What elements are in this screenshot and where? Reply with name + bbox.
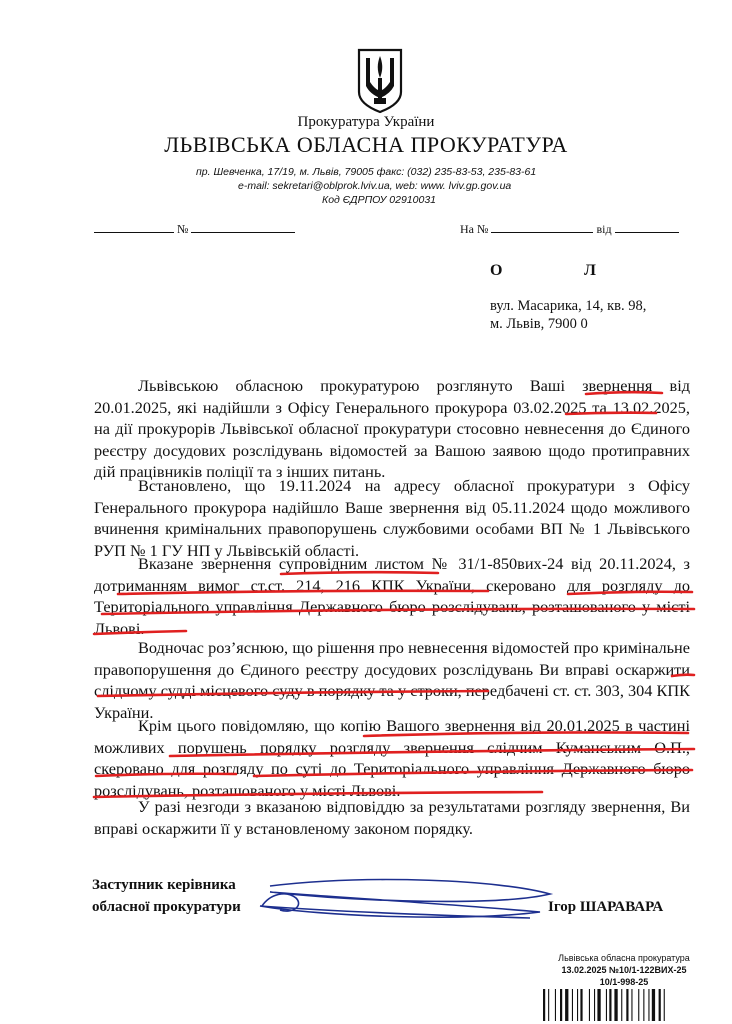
body-paragraph-1: Львівською обласною прокуратурою розглянуто Ваші звернення від 20.01.2025, які надійшли з Офісу Генерального прокурора 03.02.2025 та 13.02.2025, на дії прокурорів Львівської обласної прокуратури стосовно невнесення до Єдиного реєстру досудових розслідувань відомостей за Вашою заявою щодо протиправних дій працівників поліції та з інших питань. [94, 376, 690, 482]
registration-stamp [540, 952, 708, 988]
stamp-code: 10/1-998-25 [599, 977, 649, 987]
recipient-initial-first: О [490, 262, 503, 279]
body-paragraph-6: У разі незгоди з вказаною відповіддю за результатами розгляду звернення, Ви вправі оскаржити її у встановленому законом порядку. [94, 797, 690, 838]
address-line: пр. Шевченка, 17/19, м. Львів, 79005 факс: (032) 235-83-53, 235-83-61 [196, 166, 537, 178]
recipient-initial-last: Л [584, 262, 596, 279]
recipient-street: вул. Масарика, 14, кв. 98, [490, 298, 647, 314]
body-paragraph-2: Встановлено, що 19.11.2024 на адресу обласної прокуратури з Офісу Генерального прокурора надійшло Ваше звернення від 05.11.2024 щодо можливого вчинення кримінальних правопорушень службовими особами ВП № 1 Львівського РУП № 1 ГУ НП у Львівській області. [94, 476, 690, 560]
body-paragraph-5: Крім цього повідомляю, що копію Вашого звернення від 20.01.2025 в частині можливих порушень порядку розгляду звернення слідчим Куманським О.П., скеровано для розгляду по суті до Територіального управління Державного бюро розслідувань, розташованого у місті Львові. [94, 716, 690, 800]
signatory-name: Ігор ШАРАВАРА [548, 899, 664, 915]
body-paragraph-4: Водночас роз’яснюю, що рішення про невнесення відомостей про кримінальне правопорушення до Єдиного реєстру досудових розслідувань Ви вправі оскаржити слідчому судді місцевого суду в порядку та у строки, передбачені ст. ст. 303, 304 КПК України. [94, 638, 690, 722]
stamp-org: Львівська обласна прокуратура [558, 953, 690, 963]
on-number-label: На № [460, 222, 489, 236]
number-sign: № [177, 222, 189, 236]
agency-name: Прокуратура України [297, 114, 435, 130]
stamp-reg-number: 13.02.2025 №10/1-122ВИХ-25 [561, 965, 687, 975]
recipient-city: м. Львів, 7900 0 [490, 316, 588, 332]
barcode-icon [543, 989, 701, 1021]
signatory-title-line-2: обласної прокуратури [92, 899, 241, 915]
organization-name: ЛЬВІВСЬКА ОБЛАСНА ПРОКУРАТУРА [164, 132, 568, 157]
contact-line: e-mail: sekretari@oblprok.lviv.ua, web: www. lviv.gp.gov.ua [238, 180, 512, 192]
handwritten-signature [200, 872, 560, 928]
edrpou-code: Код ЄДРПОУ 02910031 [322, 194, 436, 206]
from-label: від [596, 222, 612, 236]
body-paragraph-3: Вказане звернення супровідним листом № 31/1-850вих-24 від 20.11.2024, з дотриманням вимог ст.ст. 214, 216 КПК України, скеровано для розгляду до Територіального управління Державного бюро розслідувань, розташованого у місті Львові. [94, 554, 690, 638]
signatory-title-line-1: Заступник керівника [92, 877, 236, 893]
